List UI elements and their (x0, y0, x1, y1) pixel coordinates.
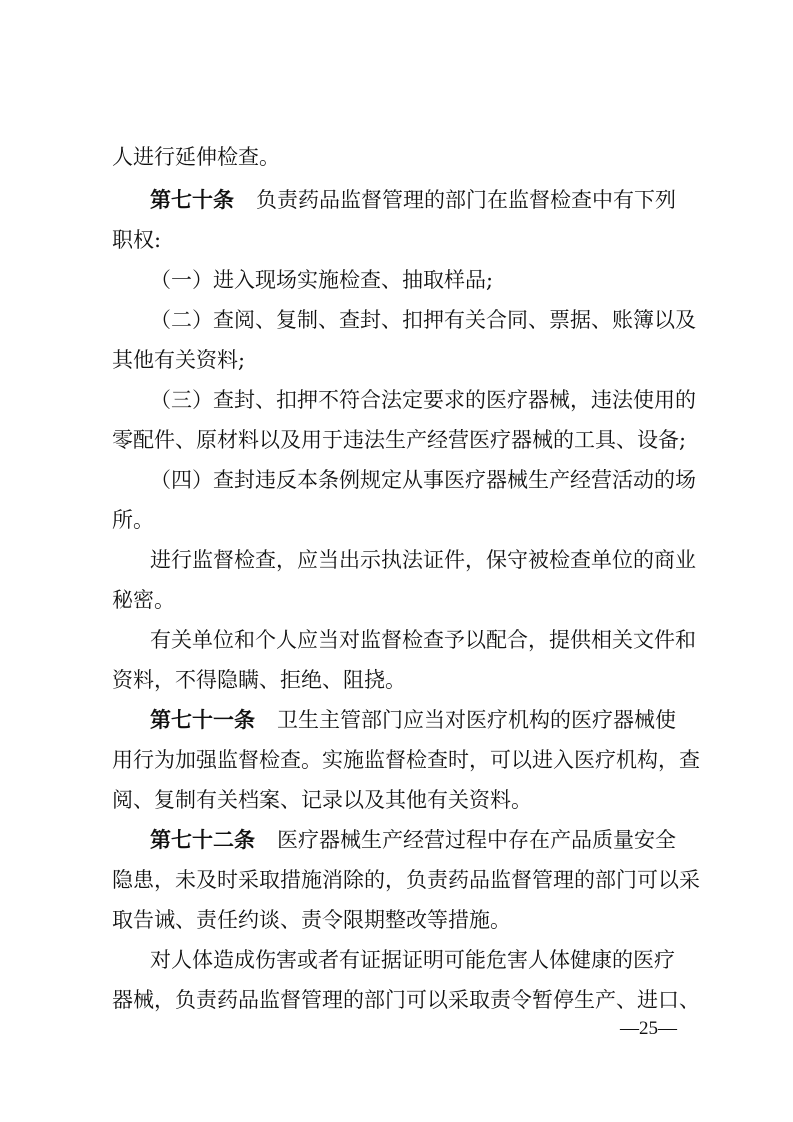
text-line: （四）查封违反本条例规定从事医疗器械生产经营活动的场 (150, 468, 696, 492)
article-heading-line: 第七十一条 卫生主管部门应当对医疗机构的医疗器械使 (150, 708, 676, 732)
text-line: （一）进入现场实施检查、抽取样品; (150, 268, 494, 292)
text-line: 其他有关资料; (112, 348, 246, 372)
text-line: 进行监督检查，应当出示执法证件，保守被检查单位的商业 (150, 548, 696, 572)
text-line: 阅、复制有关档案、记录以及其他有关资料。 (112, 788, 532, 812)
text-line: （三）查封、扣押不符合法定要求的医疗器械，违法使用的 (150, 388, 696, 412)
text-line: 对人体造成伤害或者有证据证明可能危害人体健康的医疗 (150, 948, 675, 972)
text-line: 所。 (112, 508, 154, 532)
article-number: 第七十一条 (150, 708, 255, 732)
text-line: 用行为加强监督检查。实施监督检查时，可以进入医疗机构，查 (112, 748, 700, 772)
page-number: —25— (620, 1018, 677, 1039)
text-line: 资料，不得隐瞒、拒绝、阻挠。 (112, 668, 406, 692)
article-heading-line: 第七十条 负责药品监督管理的部门在监督检查中有下列 (150, 188, 676, 212)
text-line: 零配件、原材料以及用于违法生产经营医疗器械的工具、设备; (112, 428, 687, 452)
text-line: 器械，负责药品监督管理的部门可以采取责令暂停生产、进口、 (112, 988, 700, 1012)
text-line: 隐患，未及时采取措施消除的，负责药品监督管理的部门可以采 (112, 868, 700, 892)
text-line: 有关单位和个人应当对监督检查予以配合，提供相关文件和 (150, 628, 696, 652)
article-number: 第七十二条 (150, 828, 255, 852)
article-heading-line: 第七十二条 医疗器械生产经营过程中存在产品质量安全 (150, 828, 676, 852)
text-line: 秘密。 (112, 588, 175, 612)
text-line: 职权: (112, 228, 162, 252)
text-line: 人进行延伸检查。 (112, 145, 280, 169)
article-number: 第七十条 (150, 188, 234, 212)
text-line: （二）查阅、复制、查封、扣押有关合同、票据、账簿以及 (150, 308, 696, 332)
text-line: 取告诫、责任约谈、责令限期整改等措施。 (112, 908, 511, 932)
